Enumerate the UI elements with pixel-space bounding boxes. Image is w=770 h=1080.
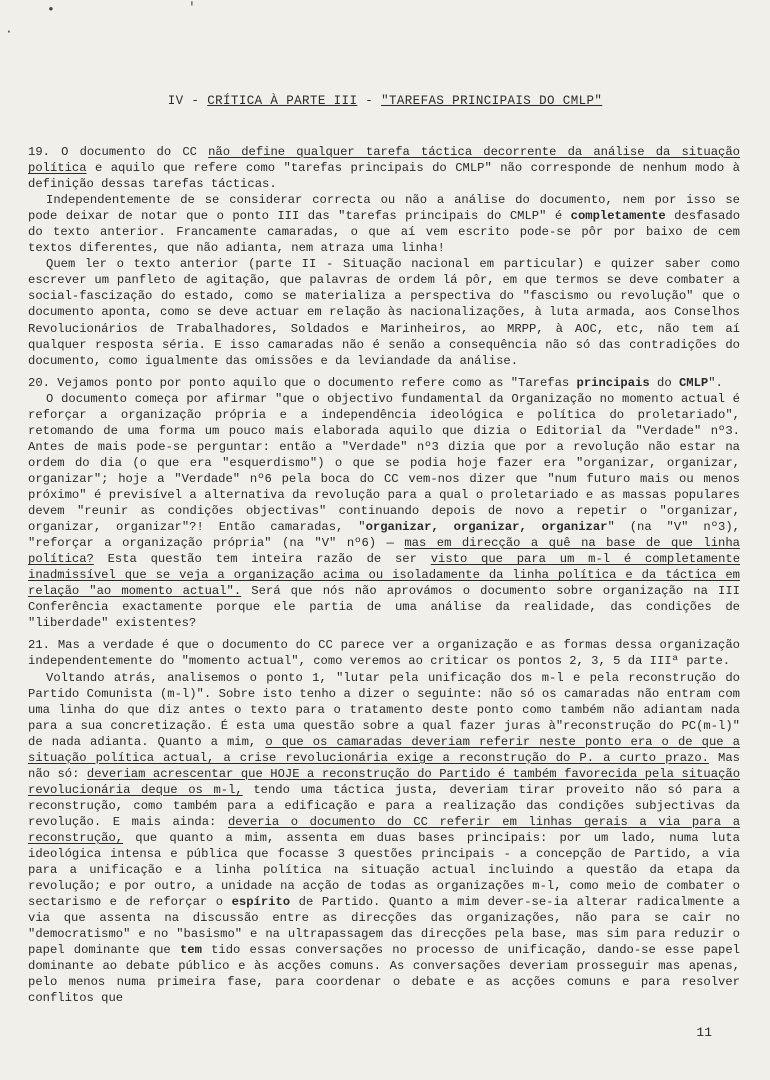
text-run: ". [708,375,723,390]
paragraph [28,670,740,1007]
paragraph-21 [28,637,740,669]
text-run: O documento começa por afirmar "que o objectivo fundamental da Organização no momento actual é reforçar a organização própria e a independência ideológica e política do proletariado", retomando de uma forma um pouco mais elaborada aquilo que dizia o Editorial da "Verdade" nº3. Antes de mais pode-se perguntar: então a "Verdade" nº3 dizia que por a revolução não estar na ordem do dia (o que era "esquerdismo") o que se podia hoje fazer era "organizar, organizar, organizar"; hoje a "Verdade" nº6 pela boca do CC vem-nos dizer que "num futuro mais ou menos próximo" é previsível a alternativa da revolução para a qual o proletariado e as massas populares devem "reunir as condições objectivas" continuando depois de novo a repetir o "organizar, organizar, organizar"?! Então camaradas, " [28,391,740,535]
emphasis-text: CMLP [678,375,709,390]
text-run: Vejamos ponto por ponto aquilo que o documento refere como as "Tarefas [49,375,577,390]
underlined-text: o que os camaradas deveriam referir neste ponto era o de que a situação política actual, a crise revolucionária exige a reconstrução do P. a curto prazo. [28,734,741,765]
text-run: Voltando atrás, analisemos o ponto 1, "lutar pela unificação dos m-l e pela reconstrução do Partido Comunista (m-l)". Sobre isto tenho a dizer o seguinte: não só os camaradas não entram com uma linha do que diz antes o texto para o tratamento deste ponto como também não adiantam nada para a sua concretização. É esta uma questão sobre a qual fazer juras à"reconstrução do PC(m-l)" de nada adianta. Quanto a mim, [28,670,740,749]
text-run: Mas não só: [28,750,740,781]
text-run: e aquilo que refere como "tarefas principais do CMLP" não corresponde de nenhum modo à definição dessas tarefas tácticas. [28,161,740,192]
paragraph [28,192,740,256]
underlined-text: deveriam acrescentar que HOJE a reconstrução do Partido é também favorecida pela situação revolucionária deque os m-l, [28,766,741,797]
section-title-sep: - [357,94,382,108]
paragraph [28,391,740,632]
tick-mark: ' [188,0,196,15]
underlined-text: não define qualquer tarefa táctica decorrente da análise da situação política [28,145,740,176]
punch-mark: • [47,2,55,17]
paragraph-number: 19. [28,145,50,159]
page-number: 11 [696,1025,712,1040]
section-title [0,94,770,108]
text-run: desfasado do texto anterior. Francamente camaradas, o que aí vem escrito pode-se pôr por baixo de cem textos diferentes, que não adianta, nem atraza uma linha! [28,209,741,256]
paragraph-19 [28,144,740,192]
paragraph-number: 20. [28,375,50,390]
underlined-text: visto que para um m-l é completamente inadmissível que se veja a organização acima ou isoladamente da linha política e da táctica em relação "ao momento actual". [28,552,741,599]
section-title-tail: "TAREFAS PRINCIPAIS DO CMLP" [381,94,603,108]
text-run: Quem ler o texto anterior (parte II - Situação nacional em particular) e quizer saber como escrever um panfleto de agitação, que palavras de ordem lá pôr, em que termos se deve combater a social-fascização do estado, como se materializa a perspectiva do "fascismo ou revolução" que o documento aponta, como se deve actuar em relação às nacionalizações, à luta armada, aos Conselhos Revolucionários de Trabalhadores, Soldados e Marinheiros, ao MRPP, à AOC, etc, não tem aí qualquer resposta séria. E isso camaradas não é senão a consequência não só das contradições do documento, como igualmente das omissões e da leviandade da análise. [28,257,740,368]
text-run: Será que nós não aprovámos o documento sobre organização na III Conferência exactamente porque ele partia de uma análise da realidade, das condições de "liberdade" existentes? [28,584,740,631]
text-run: tido essas conversações no processo de unificação, dando-se esse papel dominante ao debate público e às acções comuns. As conversações deveriam prosseguir mas apenas, pelo menos numa primeira fase, para coordenar o debate e as acções comuns e para resolver conflitos que [28,943,740,1006]
text-run: O documento do CC [49,145,209,159]
emphasis-text: tem [179,943,202,958]
text-run: Mas a verdade é que o documento do CC parece ver a organização e as formas dessa organização independentemente do "momento actual", como veremos ao criticar os pontos 2, 3, 5 da IIIª parte. [28,638,740,669]
text-run: que quanto a mim, assenta em duas bases principais: por um lado, numa luta ideológica intensa e pública que focasse 3 questões principais - a concepção de Partido, a via para a unificação e a linha política na situação actual incluindo a questão da etapa da revolução; e por outro, a unidade na acção de todas as organizações m-l, como meio de combater o sectarismo e de reforçar o [28,830,740,910]
emphasis-text: completamente [570,209,666,224]
section-title-prefix: IV - [167,94,208,108]
emphasis-text: principais [576,375,650,390]
text-run: do [649,375,679,390]
underlined-text: mas em direcção a quê na base de que linha política? [28,536,740,567]
emphasis-text: espírito [231,895,291,910]
underlined-text: deveria o documento do CC referir em linhas gerais a via para a reconstrução, [28,814,741,845]
dot-mark: · [5,24,13,39]
paragraph [28,256,740,368]
text-run: Esta questão tem inteira razão de ser [93,552,431,567]
body-text [28,144,740,1006]
paragraph-20 [28,375,740,391]
text-run: tendo uma táctica justa, deveriam tirar proveito não só para a reconstrução, como também para a edificação e para a realização das condições subjectivas da revolução. E mais ainda: [28,782,740,829]
text-run: " (na "V" nº3), "reforçar a organização própria" (na "V" nº6) — [28,520,740,551]
paragraph-number: 21. [28,638,50,653]
text-run: Independentemente de se considerar correcta ou não a análise do documento, nem por isso se pode deixar de notar que o ponto III das "tarefas principais do CMLP" é [28,193,740,224]
emphasis-text: organizar, organizar, organizar [365,520,608,535]
section-title-main: CRÍTICA À PARTE III [207,94,358,108]
text-run: de Partido. Quanto a mim dever-se-ia alterar radicalmente a via que assenta na discussão entre as direcções das organizações, não para se cair no "democratismo" e no "basismo" e na ultrapassagem das direcções pela base, mas sim para reduzir o papel dominante que [28,895,740,958]
